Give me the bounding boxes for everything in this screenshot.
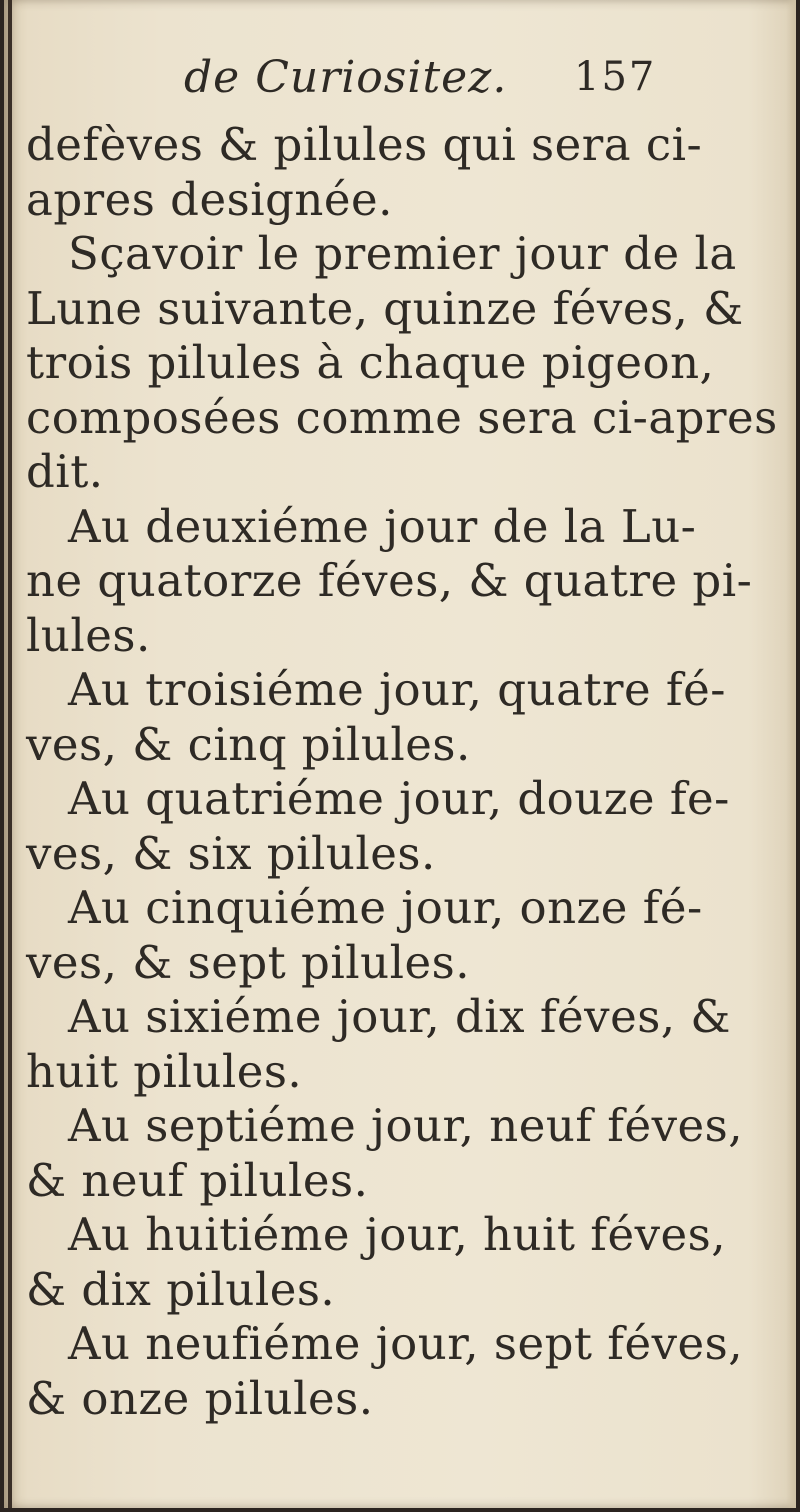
text-line: & onze pilules.: [26, 1371, 374, 1425]
page-edge: [786, 0, 796, 1508]
text-line: & neuf pilules.: [26, 1153, 369, 1207]
text-line: & dix pilules.: [26, 1262, 336, 1316]
text-line: lules.: [26, 608, 151, 662]
text-line: Au sixiéme jour, dix féves, &: [68, 990, 731, 1043]
text-line: composées comme sera ci-apres: [26, 390, 778, 444]
text-line: Au huitiéme jour, huit féves,: [68, 1208, 727, 1261]
text-line: dit.: [26, 445, 104, 498]
text-line: Lune suivante, quinze féves, &: [26, 281, 744, 335]
text-line: ne quatorze féves, & quatre pi-: [26, 554, 753, 607]
text-line: Au cinquiéme jour, onze fé-: [68, 881, 703, 934]
page-header: [4, 52, 796, 112]
text-line: ves, & sept pilules.: [26, 935, 471, 989]
text-line: Au troisiéme jour, quatre fé-: [68, 663, 726, 716]
text-line: Au septiéme jour, neuf féves,: [68, 1099, 744, 1152]
text-line: Au deuxiéme jour de la Lu-: [68, 499, 697, 553]
text-line: Sçavoir le premier jour de la: [68, 227, 737, 280]
text-line: defèves & pilules qui sera ci-: [26, 118, 703, 171]
text-line: ves, & cinq pilules.: [26, 717, 471, 771]
book-page: [4, 0, 796, 1508]
text-line: ves, & six pilules.: [26, 826, 436, 880]
text-line: apres designée.: [26, 172, 393, 226]
text-line: Au neufiéme jour, sept féves,: [68, 1317, 744, 1370]
page-number: 157: [574, 54, 657, 100]
text-line: trois pilules à chaque pigeon,: [26, 336, 715, 389]
binding-edge: [8, 0, 12, 1508]
text-line: huit pilules.: [26, 1044, 303, 1098]
running-title: de Curiositez.: [184, 52, 508, 103]
body-text: [26, 118, 778, 1426]
text-line: Au quatriéme jour, douze fe-: [68, 772, 730, 825]
